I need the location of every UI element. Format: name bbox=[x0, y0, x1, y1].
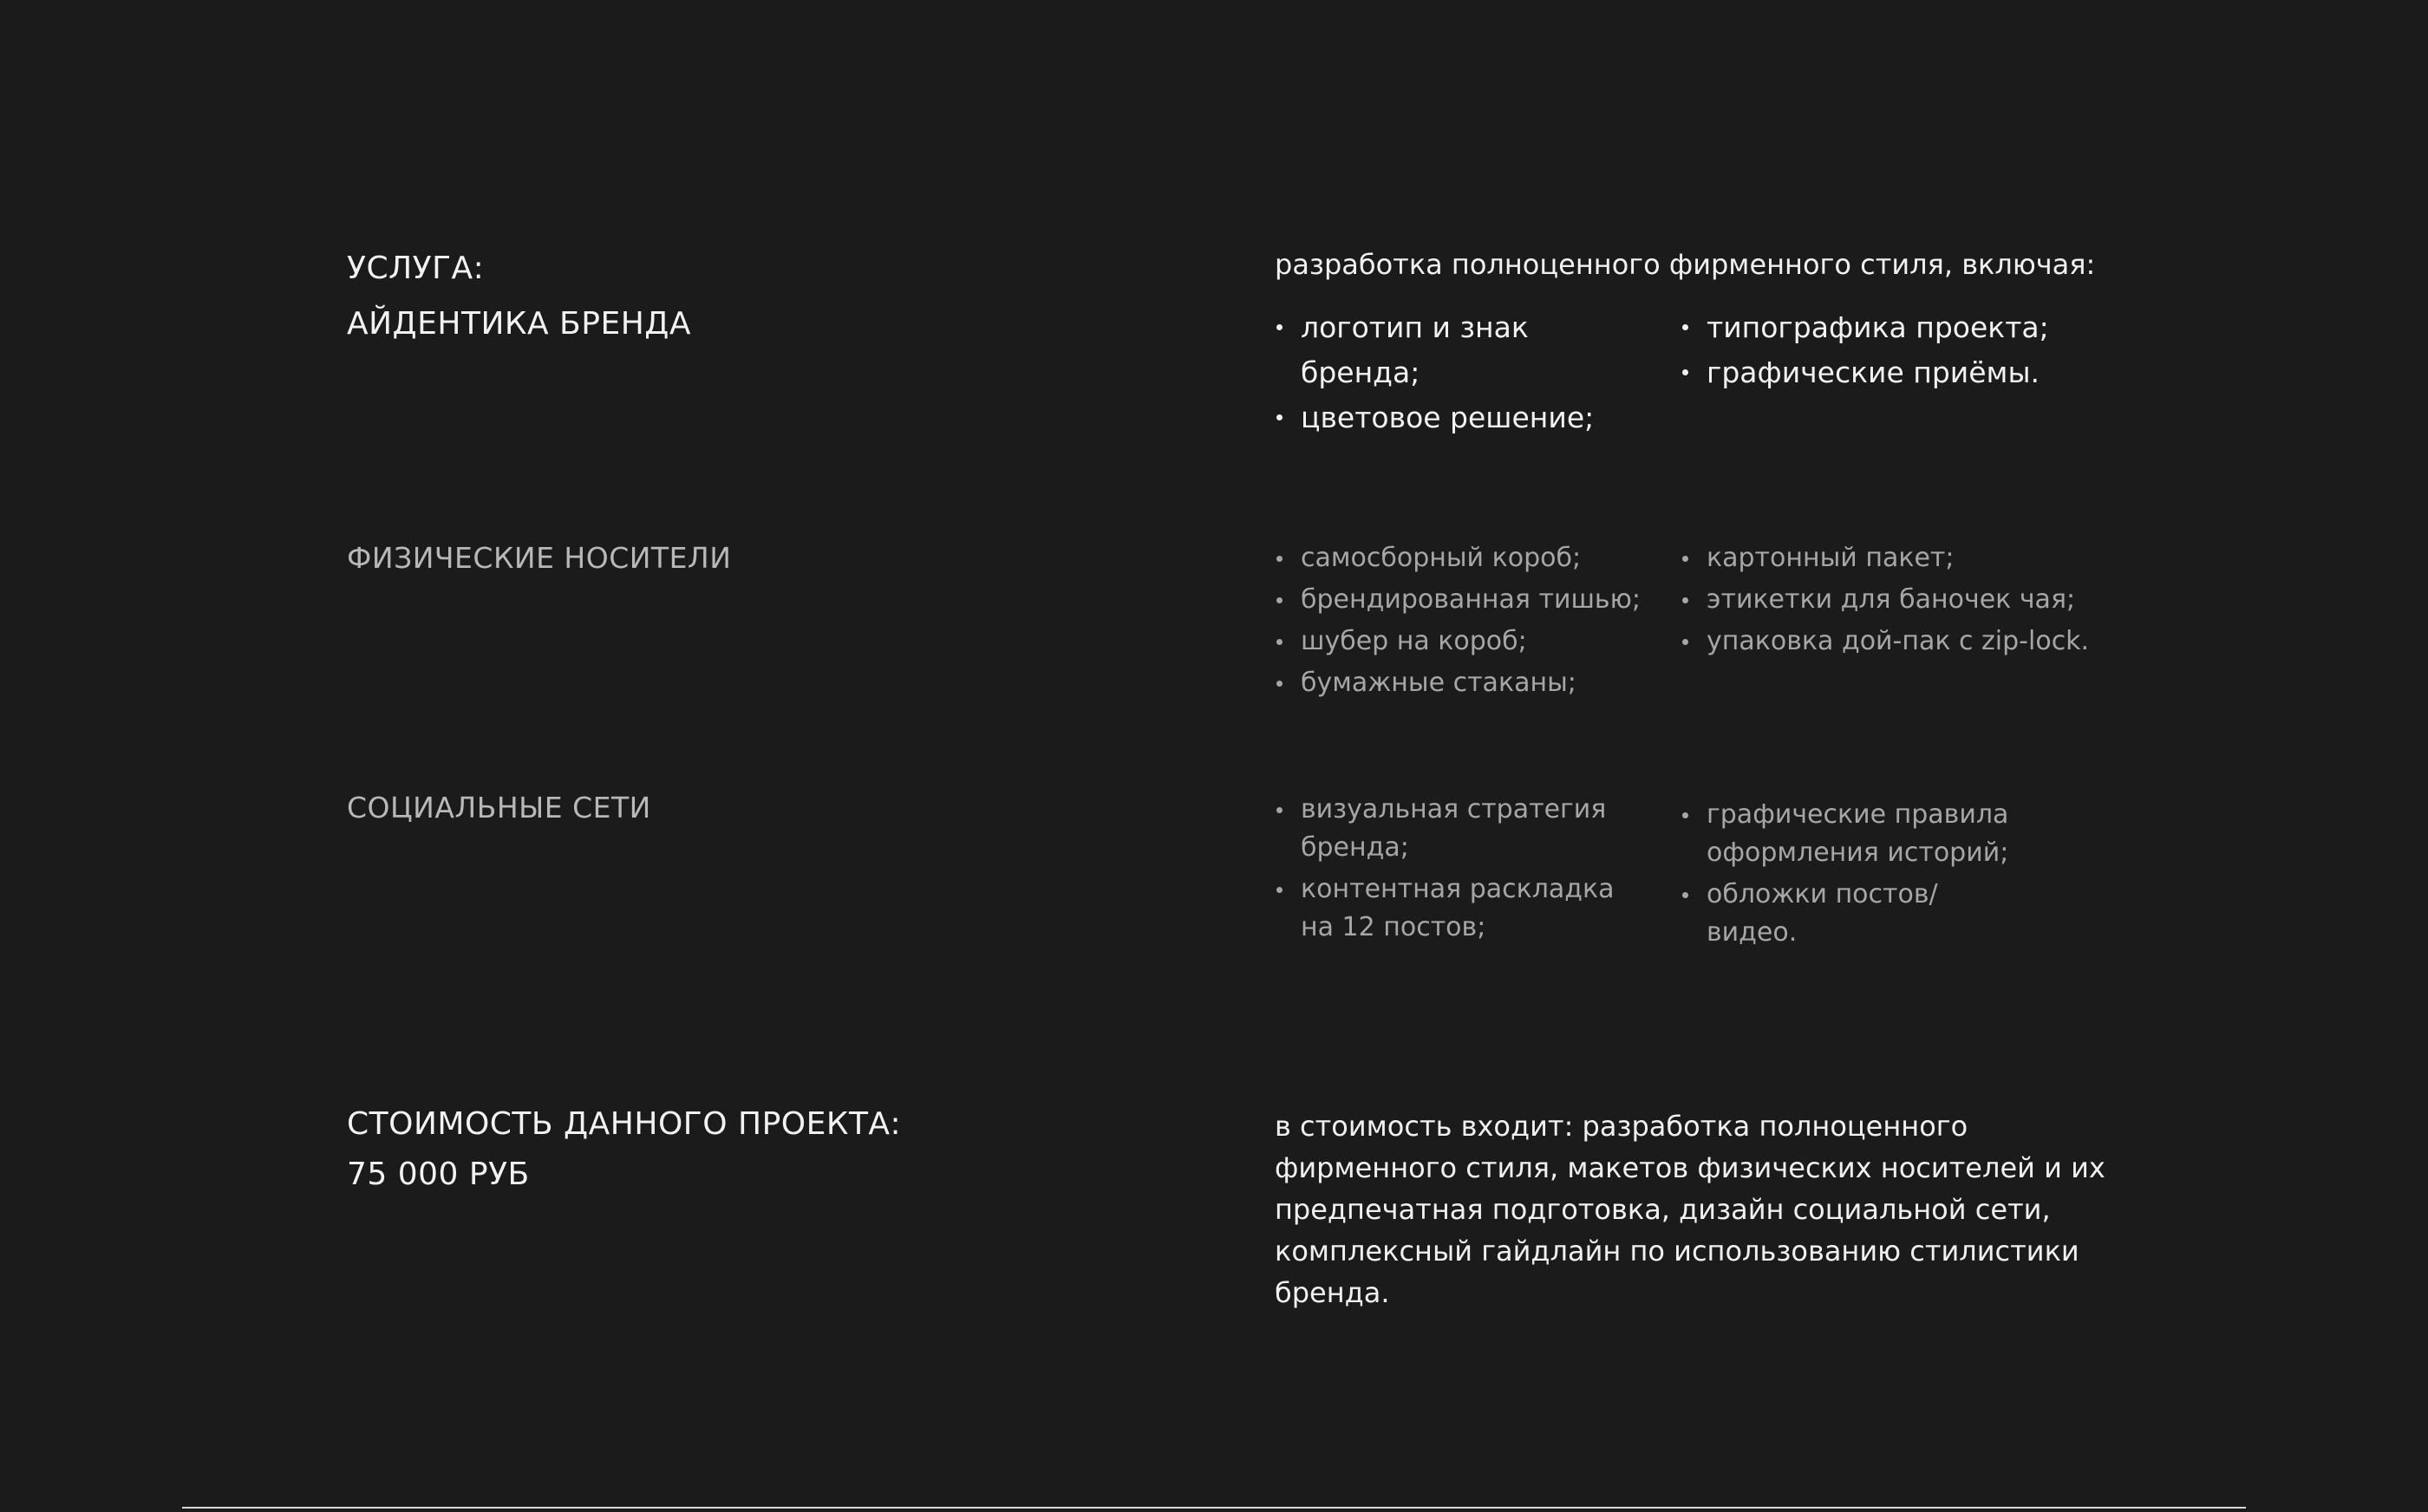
list-item: бумажные стаканы; bbox=[1275, 664, 1656, 702]
list-item: обложки постов/видео. bbox=[1681, 876, 2027, 952]
cost-description: в стоимость входит: разработка полноценного фирменного стиля, макетов физических носителей и их предпечатная подготовка, дизайн социальной сети, комплексный гайдлайн по использованию стилистики бренда. bbox=[1275, 1110, 2105, 1309]
service-label: УСЛУГА: bbox=[347, 251, 485, 286]
list-item: самосборный короб; bbox=[1275, 539, 1656, 577]
social-heading: СОЦИАЛЬНЫЕ СЕТИ bbox=[347, 791, 651, 824]
list-item: цветовое решение; bbox=[1275, 395, 1656, 440]
physical-list-left bbox=[1275, 539, 1656, 706]
list-item: брендированная тишью; bbox=[1275, 581, 1656, 619]
list-item: графические приёмы. bbox=[1681, 350, 2166, 395]
cost-label: СТОИМОСТЬ ДАННОГО ПРОЕКТА: bbox=[347, 1106, 902, 1142]
list-item: картонный пакет; bbox=[1681, 539, 2166, 577]
service-list-right bbox=[1681, 305, 2166, 395]
social-list-left bbox=[1275, 791, 1622, 950]
list-item: логотип и знак бренда; bbox=[1275, 305, 1656, 395]
service-intro: разработка полноценного фирменного стиля, включая: bbox=[1275, 248, 2096, 281]
social-list-right bbox=[1681, 796, 2027, 955]
physical-list-right bbox=[1681, 539, 2166, 664]
list-item: упаковка дой-пак с zip-lock. bbox=[1681, 622, 2166, 661]
service-name: АЙДЕНТИКА БРЕНДА bbox=[347, 306, 692, 342]
physical-heading: ФИЗИЧЕСКИЕ НОСИТЕЛИ bbox=[347, 541, 732, 575]
list-item: визуальная стратегия бренда; bbox=[1275, 791, 1622, 867]
service-list-left bbox=[1275, 305, 1656, 440]
cost-price: 75 000 РУБ bbox=[347, 1157, 530, 1192]
service-heading bbox=[347, 241, 691, 352]
list-item: типографика проекта; bbox=[1681, 305, 2166, 350]
list-item: контентная раскладка на 12 постов; bbox=[1275, 870, 1622, 947]
cost-heading bbox=[347, 1099, 901, 1200]
list-item: шубер на короб; bbox=[1275, 622, 1656, 661]
list-item: этикетки для баночек чая; bbox=[1681, 581, 2166, 619]
bottom-divider bbox=[182, 1507, 2246, 1509]
list-item: графические правила оформления историй; bbox=[1681, 796, 2027, 872]
